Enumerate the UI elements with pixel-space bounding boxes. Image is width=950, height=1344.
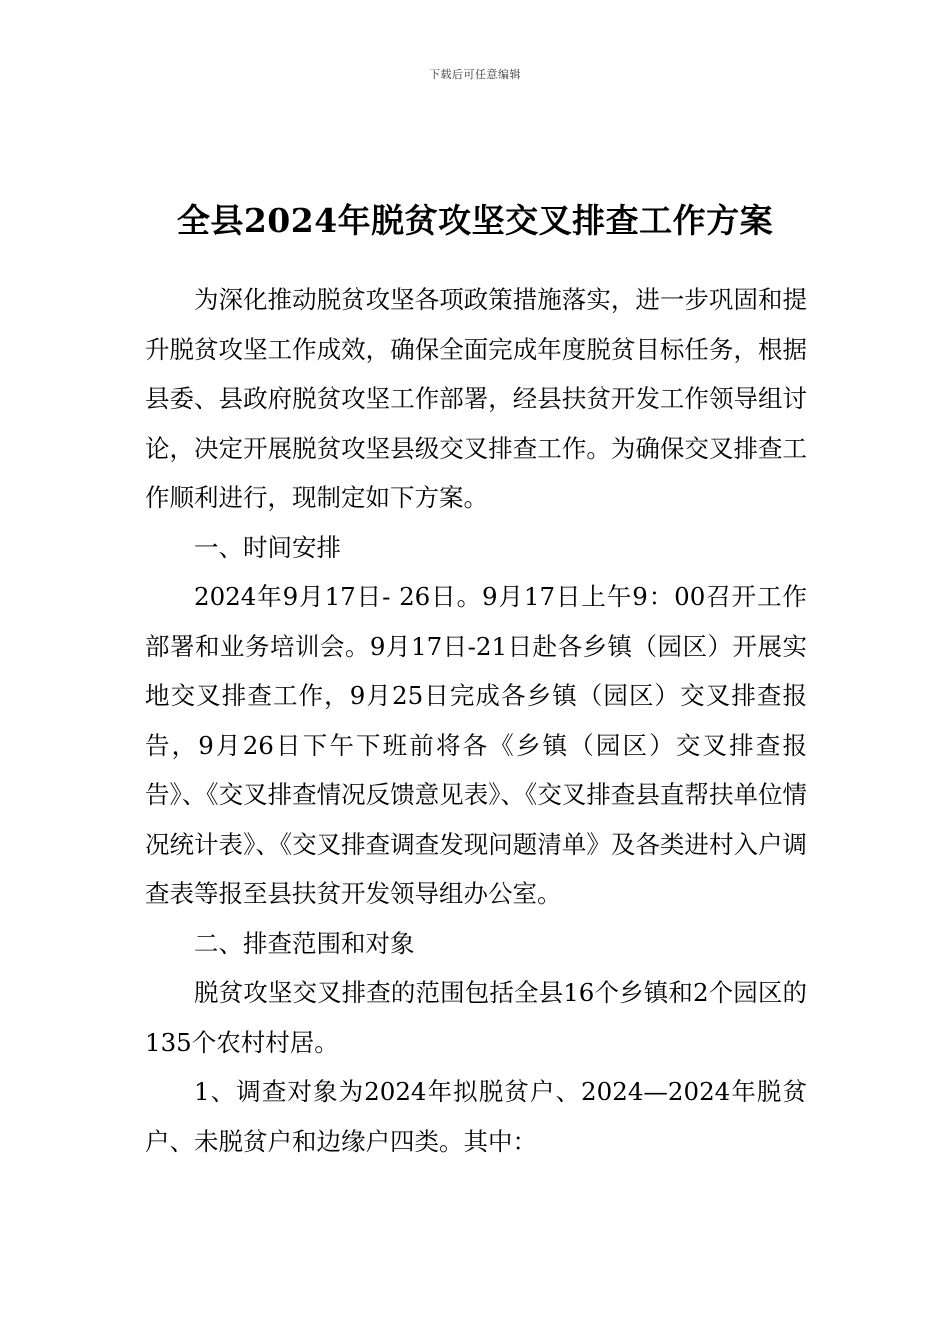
scope-paragraph: 脱贫攻坚交叉排查的范围包括全县16个乡镇和2个园区的135个农村村居。 — [145, 978, 807, 1057]
intro-paragraph: 为深化推动脱贫攻坚各项政策措施落实，进一步巩固和提升脱贫攻坚工作成效，确保全面完成年度脱贫目标任务，根据县委、县政府脱贫攻坚工作部署，经县扶贫开发工作领导组讨论，决定开展脱贫攻坚县级交叉排查工作。为确保交叉排查工作顺利进行，现制定如下方案。 — [145, 285, 807, 512]
schedule-paragraph: 2024年9月17日- 26日。9月17日上午9：00召开工作部署和业务培训会。9月17日-21日赴各乡镇（园区）开展实地交叉排查工作，9月25日完成各乡镇（园区）交叉排查报告，9月26日下午下班前将各《乡镇（园区）交叉排查报告》、《交叉排查情况反馈意见表》、《交叉排查县直帮扶单位情况统计表》、《交叉排查调查发现问题清单》及各类进村入户调查表等报至县扶贫开发领导组办公室。 — [145, 582, 807, 908]
document-body — [145, 275, 807, 1166]
section-heading-scope: 二、排查范围和对象 — [194, 928, 415, 958]
document-title: 全县2024年脱贫攻坚交叉排查工作方案 — [176, 201, 774, 241]
survey-targets-paragraph: 1、调查对象为2024年拟脱贫户、2024—2024年脱贫户、未脱贫户和边缘户四类。其中： — [145, 1077, 807, 1156]
page-header-note: 下载后可任意编辑 — [429, 68, 521, 81]
section-heading-schedule: 一、时间安排 — [194, 532, 341, 562]
